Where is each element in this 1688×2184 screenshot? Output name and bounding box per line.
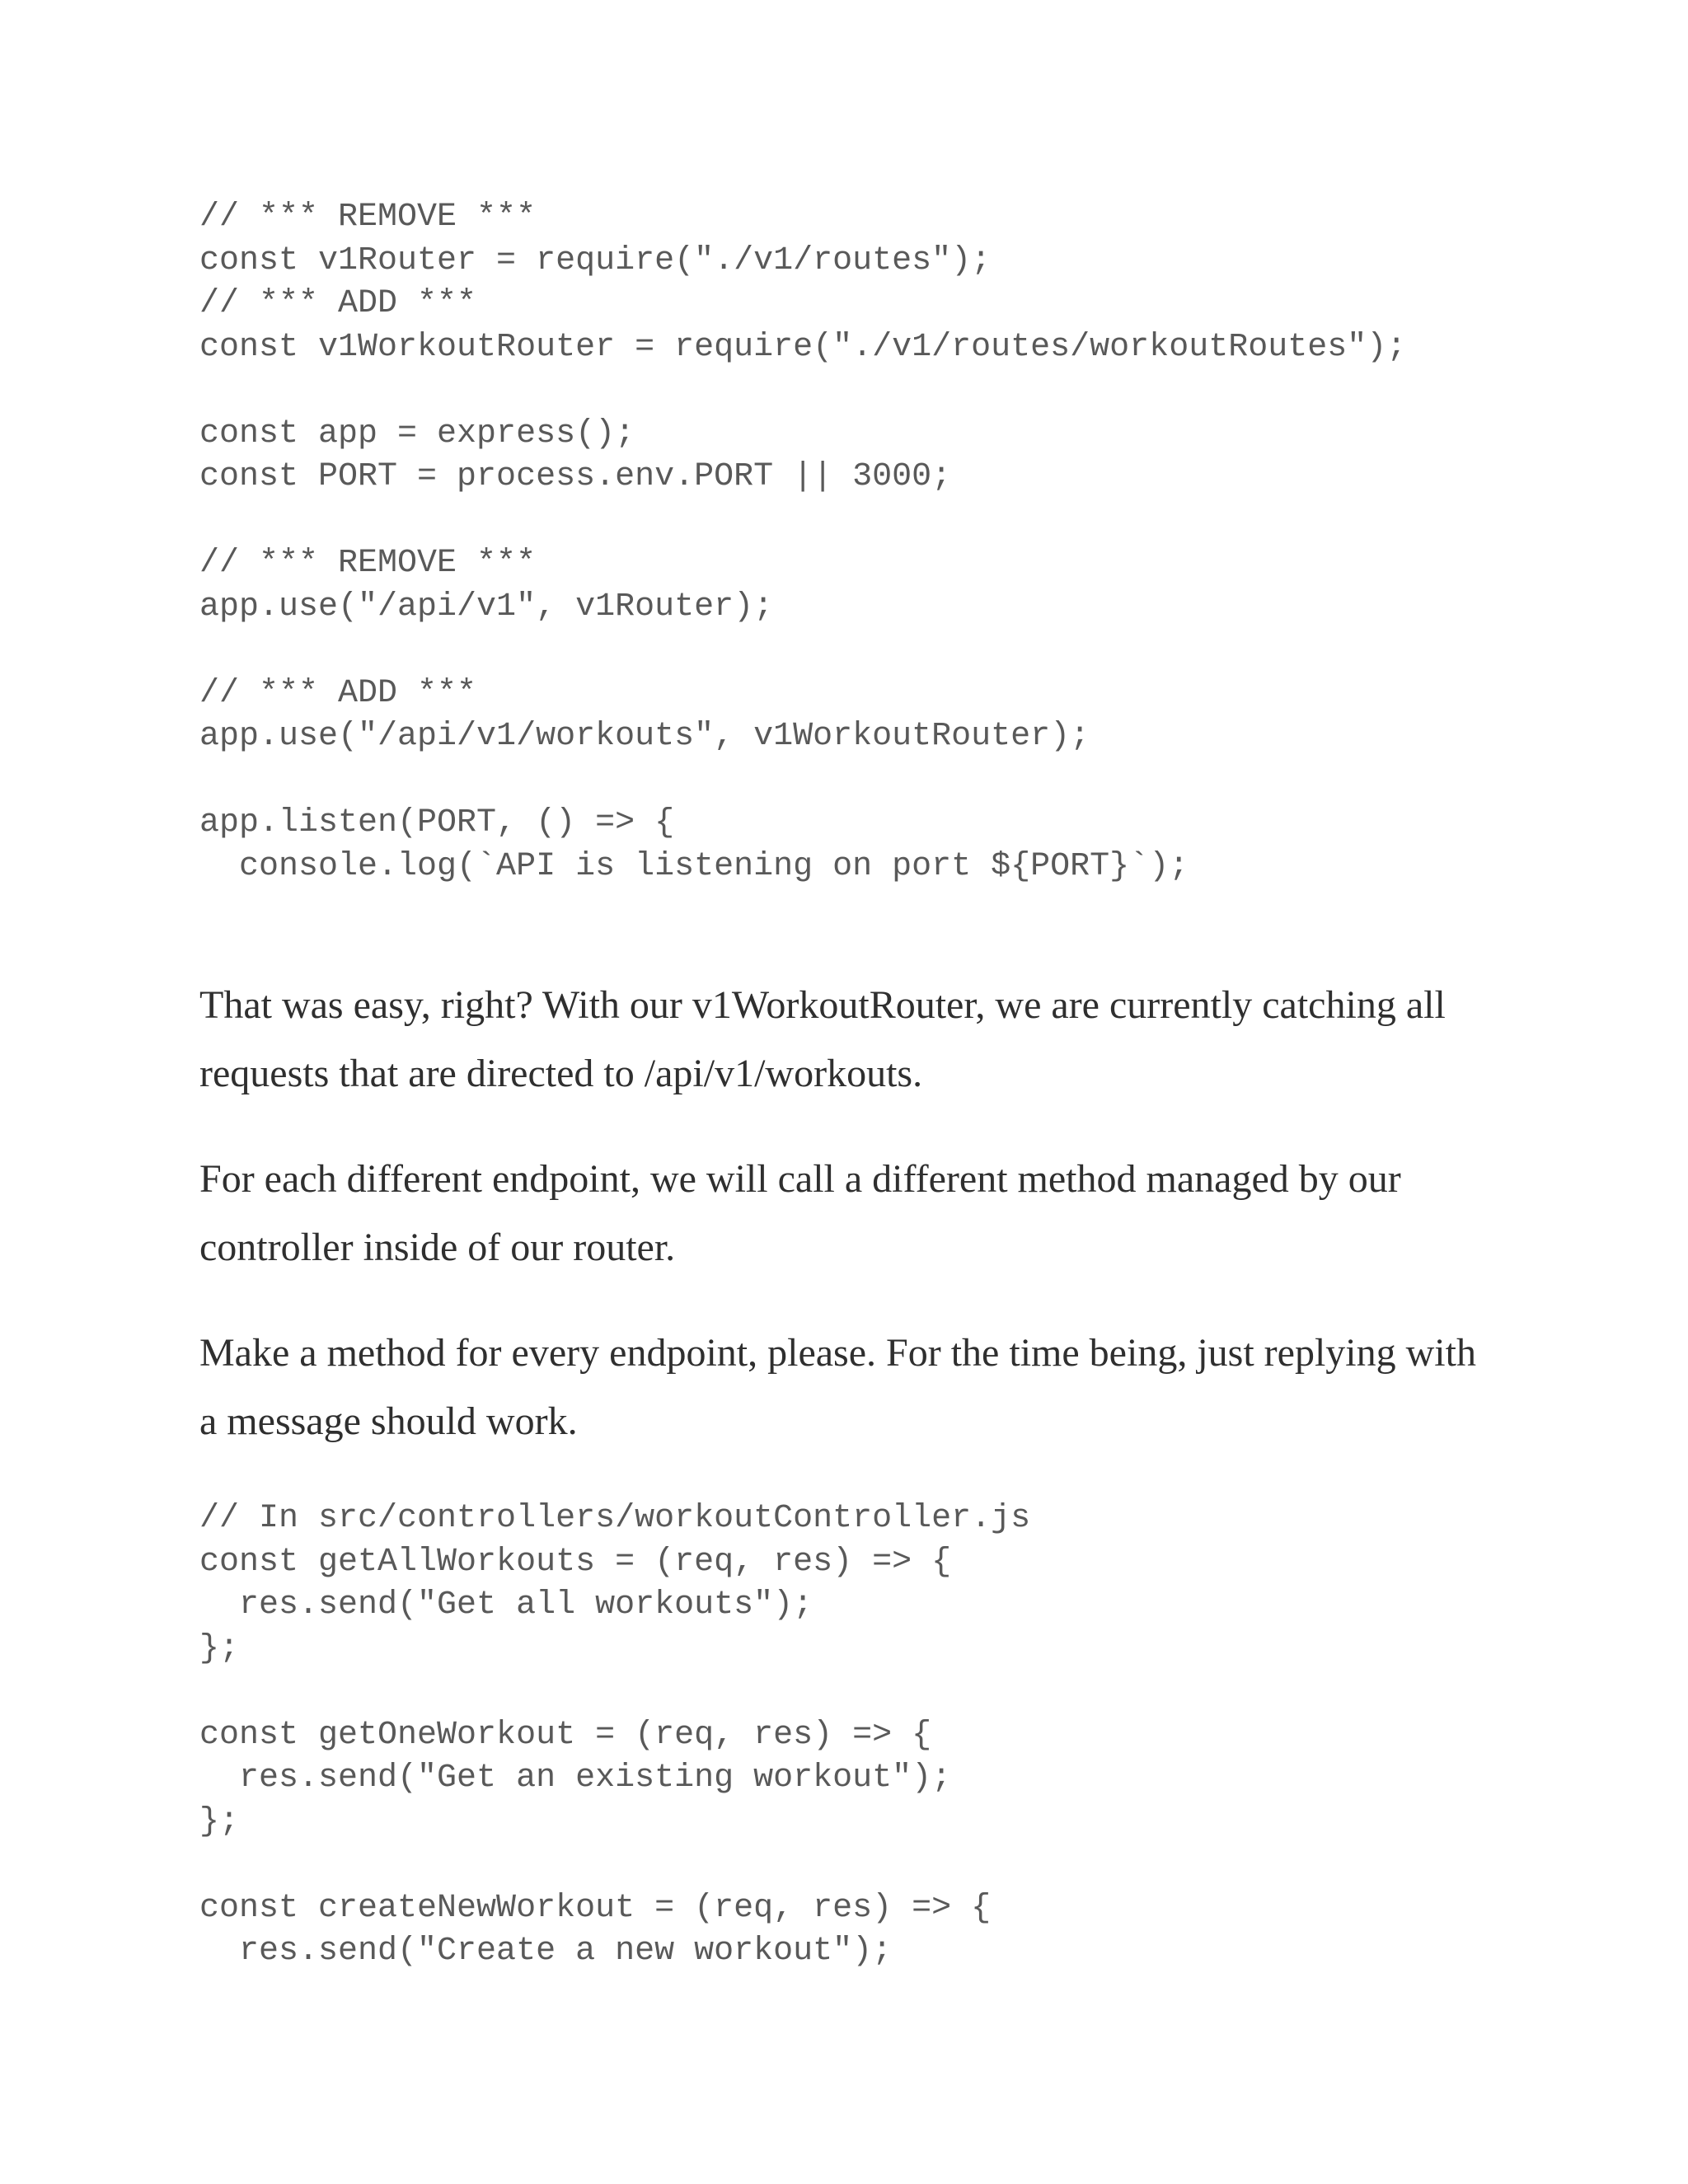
code-line: }; [199, 1629, 240, 1667]
code-line: const getAllWorkouts = (req, res) => { [199, 1543, 952, 1581]
paragraph: For each different endpoint, we will call a different method managed by our controller inside of our router. [199, 1157, 1401, 1269]
code-line [199, 629, 1502, 673]
code-line: const app = express(); [199, 415, 635, 452]
code-line: const createNewWorkout = (req, res) => { [199, 1889, 992, 1927]
code-line: app.use("/api/v1/workouts", v1WorkoutRouter); [199, 718, 1090, 755]
code-line: const v1Router = require("./v1/routes"); [199, 241, 992, 279]
code-line: res.send("Get all workouts"); [199, 1586, 814, 1624]
code-line: // In src/controllers/workoutController.js [199, 1500, 1031, 1537]
code-line: }; [199, 1802, 240, 1840]
code-line: // *** ADD *** [199, 285, 477, 322]
code-line: const getOneWorkout = (req, res) => { [199, 1716, 932, 1754]
code-line [199, 1671, 1502, 1714]
code-line [199, 759, 1502, 803]
code-line: app.listen(PORT, () => { [199, 804, 675, 841]
code-line [199, 369, 1502, 413]
code-line: app.use("/api/v1", v1Router); [199, 588, 774, 626]
code-line [199, 499, 1502, 543]
code-line [199, 1844, 1502, 1887]
code-block-workout-controller [199, 1497, 1502, 1974]
code-line: const PORT = process.env.PORT || 3000; [199, 458, 952, 495]
code-line: // *** REMOVE *** [199, 199, 537, 236]
paragraph: Make a method for every endpoint, please. For the time being, just replying with a message should work. [199, 1331, 1476, 1443]
paragraph: That was easy, right? With our v1WorkoutRouter, we are currently catching all requests that are directed to /api/v1/workouts. [199, 983, 1446, 1095]
prose-section [199, 971, 1502, 1493]
code-line: res.send("Create a new workout"); [199, 1933, 893, 1970]
code-line: const v1WorkoutRouter = require("./v1/routes/workoutRoutes"); [199, 328, 1407, 366]
code-line: console.log(`API is listening on port ${PORT}`); [199, 847, 1189, 885]
code-line: res.send("Get an existing workout"); [199, 1760, 952, 1797]
code-line: // *** REMOVE *** [199, 545, 537, 582]
code-line: // *** ADD *** [199, 674, 477, 712]
code-block-app-routes [199, 196, 1502, 888]
